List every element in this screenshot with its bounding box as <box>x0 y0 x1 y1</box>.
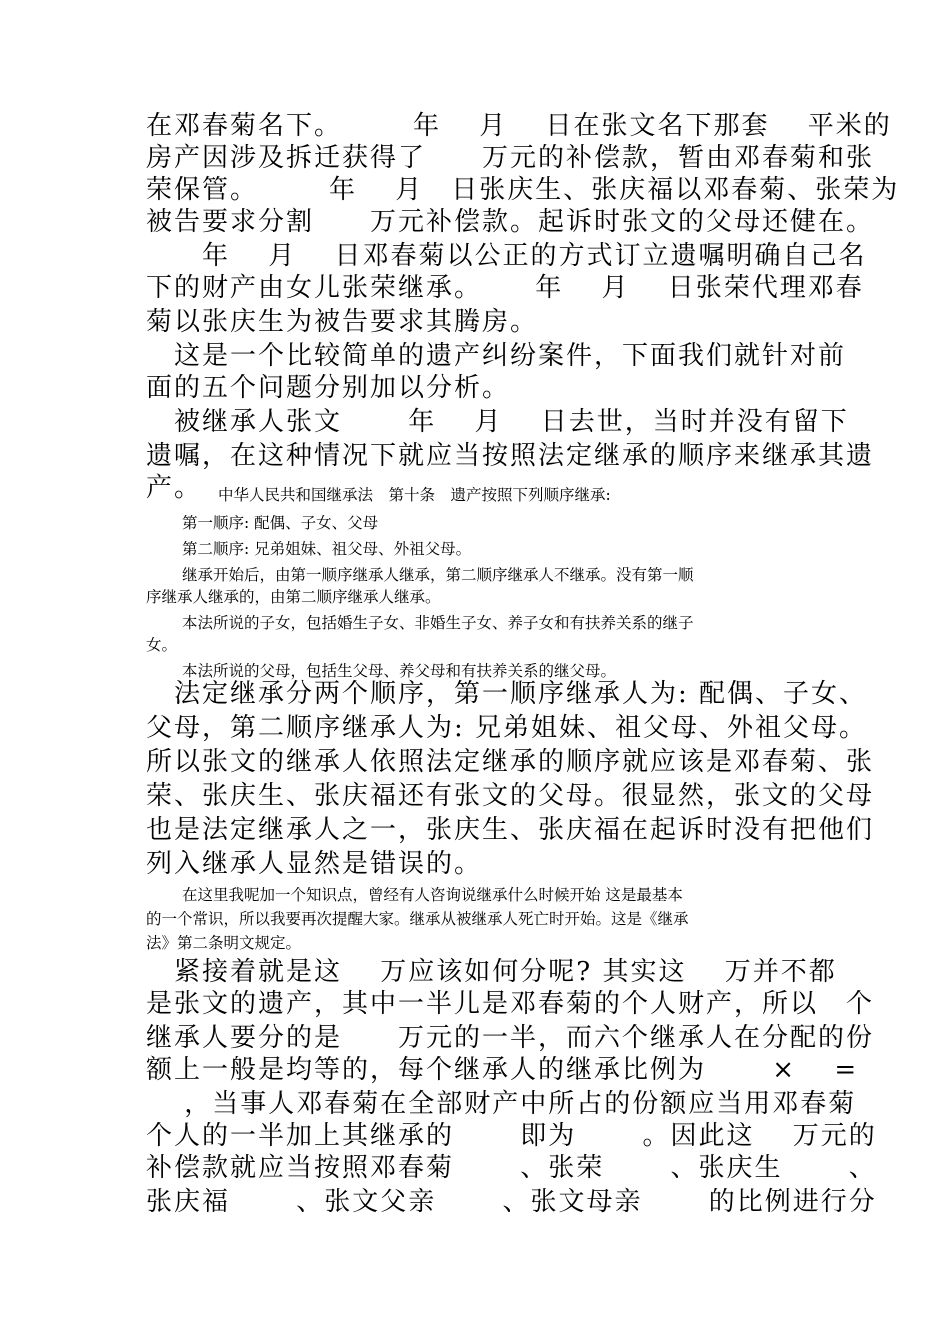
paragraph-line: 紧接着就是这 万应该如何分呢? 其实这 万并不都 <box>146 957 837 987</box>
paragraph-line: 被继承人张文 年 月 日去世，当时并没有留下 <box>146 407 849 437</box>
note-line: 法》第二条明文规定。 <box>146 934 302 952</box>
paragraph-line: 荣、张庆生、张庆福还有张文的父母。很显然，张文的父母 <box>146 781 875 811</box>
paragraph-line: 法定继承分两个顺序，第一顺序继承人为: 配偶、子女、 <box>146 679 868 709</box>
paragraph-line: 在邓春菊名下。 年 月 日在张文名下那套 平米的 <box>146 111 892 141</box>
paragraph-line: 列入继承人显然是错误的。 <box>146 849 483 879</box>
paragraph-line: ，当事人邓春菊在全部财产中所占的份额应当用邓春菊 <box>146 1089 857 1119</box>
paragraph-line: 也是法定继承人之一，张庆生、张庆福在起诉时没有把他们 <box>146 815 875 845</box>
paragraph-line: 父母，第二顺序继承人为: 兄弟姐妹、祖父母、外祖父母。 <box>146 713 868 743</box>
law-line: 第一顺序: 配偶、子女、父母 <box>182 514 379 532</box>
note-line: 的一个常识，所以我要再次提醒大家。继承从被继承人死亡时开始。这是《继承 <box>146 910 689 928</box>
law-line: 第二顺序: 兄弟姐妹、祖父母、外祖父母。 <box>182 540 472 558</box>
law-heading: 中华人民共和国继承法 第十条 遗产按照下列顺序继承: <box>218 486 611 504</box>
note-line: 在这里我呢加一个知识点，曾经有人咨询说继承什么时候开始 这是最基本 <box>182 886 683 904</box>
paragraph-line: 是张文的遗产，其中一半儿是邓春菊的个人财产，所以 个 <box>146 989 875 1019</box>
paragraph-line: 额上一般是均等的，每个继承人的继承比例为 × = <box>146 1055 859 1085</box>
law-line: 序继承人继承的，由第二顺序继承人继承。 <box>146 588 441 606</box>
paragraph-line: 年 月 日邓春菊以公正的方式订立遗嘱明确自己名 <box>146 241 867 271</box>
paragraph-line: 面的五个问题分别加以分析。 <box>146 373 511 403</box>
paragraph-line: 被告要求分割 万元补偿款。起诉时张文的父母还健在。 <box>146 207 875 237</box>
law-line: 本法所说的子女，包括婚生子女、非婚生子女、养子女和有扶养关系的继子 <box>182 614 694 632</box>
paragraph-line: 所以张文的继承人依照法定继承的顺序就应该是邓春菊、张 <box>146 747 875 777</box>
paragraph-line: 荣保管。 年 月 日张庆生、张庆福以邓春菊、张荣为 <box>146 175 900 205</box>
paragraph-line: 这是一个比较简单的遗产纠纷案件，下面我们就针对前 <box>146 341 847 371</box>
paragraph-line: 菊以张庆生为被告要求其腾房。 <box>146 307 539 337</box>
paragraph-line: 个人的一半加上其继承的 即为 。因此这 万元的 <box>146 1121 877 1151</box>
paragraph-line: 继承人要分的是 万元的一半，而六个继承人在分配的份 <box>146 1023 875 1053</box>
paragraph-line: 产。 <box>146 473 203 503</box>
paragraph-line: 补偿款就应当按照邓春菊 、张荣 、张庆生 、 <box>146 1153 877 1183</box>
law-line: 继承开始后，由第一顺序继承人继承，第二顺序继承人不继承。没有第一顺 <box>182 566 694 584</box>
law-line: 本法所说的父母，包括生父母、养父母和有扶养关系的继父母。 <box>182 662 617 680</box>
paragraph-line: 下的财产由女儿张荣继承。 年 月 日张荣代理邓春 <box>146 273 864 303</box>
paragraph-line: 房产因涉及拆迁获得了 万元的补偿款，暂由邓春菊和张 <box>146 143 875 173</box>
law-line: 女。 <box>146 636 178 654</box>
paragraph-line: 张庆福 、张文父亲 、张文母亲 的比例进行分 <box>146 1187 877 1217</box>
paragraph-line: 遗嘱，在这种情况下就应当按照法定继承的顺序来继承其遗 <box>146 441 875 471</box>
